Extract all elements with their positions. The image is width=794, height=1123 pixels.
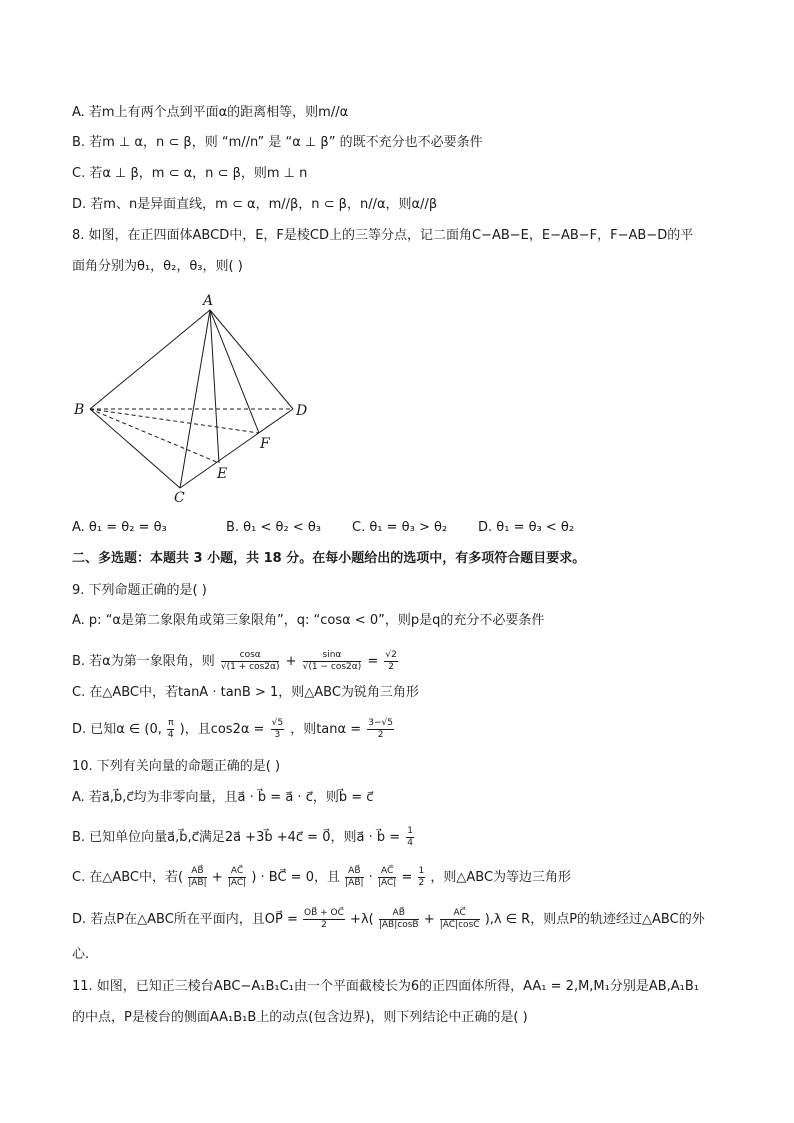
q10-c-fraction-1-num: AB⃗: [188, 866, 206, 878]
q8-option-a: A. θ₁ = θ₂ = θ₃: [72, 520, 167, 535]
q9-d-cos-fraction: [271, 718, 284, 741]
q10-c-fraction-3-num: AB⃗: [345, 866, 363, 878]
q10-c-suffix: ，则△ABC为等边三角形: [430, 870, 572, 885]
q10-c-fraction-1: [188, 866, 206, 889]
q10-d-fraction-2-den: |AB⃗|cosB: [378, 920, 419, 930]
q10-c-prefix: C. 在△ABC中，若(: [72, 870, 184, 885]
q10-b-den: 4: [407, 838, 413, 848]
q10-b-num: 1: [407, 826, 413, 836]
q10-d-fraction-1-den: 2: [321, 920, 327, 930]
edge-bc: [90, 409, 180, 488]
q9-b-result: [384, 650, 397, 673]
segment-af: [210, 310, 259, 433]
q10-c-fraction-3: [345, 866, 363, 889]
q9-b-result-num: √2: [385, 650, 397, 660]
q10-c-fraction-4-den: |AC⃗|: [377, 878, 397, 888]
edge-ac: [180, 310, 210, 488]
q10-c-fraction-5: [418, 866, 426, 889]
q9-option-a: A. p: “α是第二象限角或第三象限角”，q: “cosα < 0”，则p是q的充分不必要条件: [72, 613, 545, 628]
q10-d-fraction-1-num: OB⃗ + OC⃗: [304, 908, 344, 918]
edge-ad: [210, 310, 293, 409]
q10-d-lambda: +λ(: [350, 912, 374, 927]
q10-d-fraction-3-num: AC⃗: [440, 908, 480, 920]
q9-b-fraction-1-num: cosα: [221, 650, 280, 662]
q10-c-plus: +: [211, 870, 223, 885]
q9-b-result-den: 2: [388, 662, 394, 672]
q10-c-fraction-1-den: |AB⃗|: [188, 878, 207, 888]
vertex-label-c: C: [174, 490, 185, 506]
q10-option-d-line2: 心.: [72, 947, 90, 962]
q10-d-suffix: ),λ ∈ R，则点P的轨迹经过△ABC的外: [484, 912, 705, 927]
q10-c-fraction-3-den: |AB⃗|: [345, 878, 364, 888]
q9-d-prefix: D. 已知α ∈ (0,: [72, 722, 162, 737]
q10-c-fraction-2-den: |AC⃗|: [227, 878, 247, 888]
q10-d-prefix: D. 若点P在△ABC所在平面内，且OP⃗ =: [72, 912, 298, 927]
q10-option-b: [72, 826, 416, 849]
q10-d-plus: +: [423, 912, 435, 927]
q8-stem-line2: 面角分别为θ₁，θ₂，θ₃，则( ): [72, 259, 243, 274]
q11-stem-line1: 11. 如图，已知正三棱台ABC−A₁B₁C₁由一个平面截棱长为6的正四面体所得，AA₁ = 2,M,M₁分别是AB,A₁B₁: [72, 979, 700, 994]
q9-b-fraction-2-num: sinα: [303, 650, 362, 662]
q9-d-then: ，则tanα =: [290, 722, 362, 737]
edge-ab: [90, 310, 210, 409]
q9-option-b: [72, 650, 400, 673]
q9-d-pi-den: 4: [167, 730, 174, 740]
q9-b-equals: =: [367, 654, 379, 669]
q10-c-fraction-2: [228, 866, 246, 889]
q9-b-prefix: B. 若α为第一象限角，则: [72, 654, 215, 669]
q10-option-a: A. 若a⃗,b⃗,c⃗均为非零向量，且a⃗ · b⃗ = a⃗ · c⃗，则b⃗ = c⃗: [72, 790, 374, 805]
q10-d-fraction-1: [303, 908, 345, 931]
q11-stem-line2: 的中点，P是棱台的侧面AA₁B₁B上的动点(包含边界)，则下列结论中正确的是( ): [72, 1010, 528, 1025]
q10-c-mid: ) · BC⃗ = 0，且: [251, 870, 340, 885]
q10-b-fraction: [406, 826, 414, 849]
q9-option-d: [72, 718, 396, 741]
q10-d-fraction-3: [440, 908, 480, 931]
q10-c-dot: ·: [368, 870, 373, 885]
q9-d-cos-den: 3: [274, 730, 281, 740]
point-label-f: F: [260, 436, 270, 452]
q9-d-pi-fraction: [167, 718, 174, 741]
q10-c-fraction-5-den: 2: [418, 878, 425, 888]
q10-option-c: [72, 866, 571, 889]
vertex-label-d: D: [296, 403, 308, 419]
vertex-label-b: B: [74, 402, 85, 418]
section-heading: 二、多选题：本题共 3 小题，共 18 分。在每小题给出的选项中，有多项符合题目要求。: [72, 551, 586, 566]
q9-d-tan-num: 3−√5: [368, 718, 393, 728]
q9-d-cos-num: √5: [271, 718, 284, 728]
tetrahedron-figure: [60, 288, 320, 510]
q10-c-fraction-4-num: AC⃗: [378, 866, 396, 878]
q7-option-d: D. 若m、n是异面直线，m ⊂ α，m//β，n ⊂ β，n//α，则α//β: [72, 197, 438, 212]
q9-b-fraction-1-den: √(1 + cos2α): [220, 662, 280, 672]
q7-option-b: B. 若m ⊥ α，n ⊂ β，则 “m//n” 是 “α ⊥ β” 的既不充分也不必要条件: [72, 135, 483, 150]
q7-option-a: A. 若m上有两个点到平面α的距离相等，则m//α: [72, 105, 349, 120]
q9-b-fraction-1: [221, 650, 280, 673]
q9-d-tan-den: 2: [377, 730, 384, 740]
q10-d-fraction-2: [379, 908, 419, 931]
q10-d-fraction-3-den: |AC⃗|cosC: [439, 920, 480, 930]
q9-option-c: C. 在△ABC中，若tanA · tanB > 1，则△ABC为锐角三角形: [72, 685, 419, 700]
q8-stem-line1: 8. 如图，在正四面体ABCD中，E，F是棱CD上的三等分点，记二面角C−AB−E，E−AB−F，F−AB−D的平: [72, 228, 694, 243]
q8-option-c: C. θ₁ = θ₃ > θ₂: [352, 520, 448, 535]
q10-c-fraction-2-num: AC⃗: [228, 866, 246, 878]
q10-b-prefix: B. 已知单位向量a⃗,b⃗,c⃗满足2a⃗ +3b⃗ +4c⃗ = 0⃗，则a⃗ · b⃗ =: [72, 830, 401, 845]
q9-stem: 9. 下列命题正确的是( ): [72, 583, 207, 598]
segment-ae: [210, 310, 219, 463]
q10-option-d: [72, 908, 705, 931]
q9-b-plus: +: [285, 654, 297, 669]
q8-option-b: B. θ₁ < θ₂ < θ₃: [226, 520, 321, 535]
q9-d-pi-num: π: [168, 718, 174, 728]
edge-cd: [180, 409, 293, 488]
q9-d-tan-fraction: [367, 718, 394, 741]
q9-d-mid: )，且cos2α =: [179, 722, 265, 737]
q9-b-fraction-2-den: √(1 − cos2α): [302, 662, 362, 672]
q10-c-fraction-4: [378, 866, 396, 889]
q9-b-fraction-2: [303, 650, 362, 673]
q10-stem: 10. 下列有关向量的命题正确的是( ): [72, 759, 281, 774]
q10-c-fraction-5-num: 1: [418, 866, 425, 876]
point-label-e: E: [217, 466, 228, 482]
segment-be-hidden: [90, 409, 219, 463]
q7-option-c: C. 若α ⊥ β，m ⊂ α，n ⊂ β，则m ⊥ n: [72, 166, 308, 181]
q10-d-fraction-2-num: AB⃗: [379, 908, 419, 920]
q8-option-d: D. θ₁ = θ₃ < θ₂: [478, 520, 575, 535]
q10-c-equals: =: [401, 870, 413, 885]
segment-bf-hidden: [90, 409, 259, 433]
vertex-label-a: A: [203, 293, 214, 309]
